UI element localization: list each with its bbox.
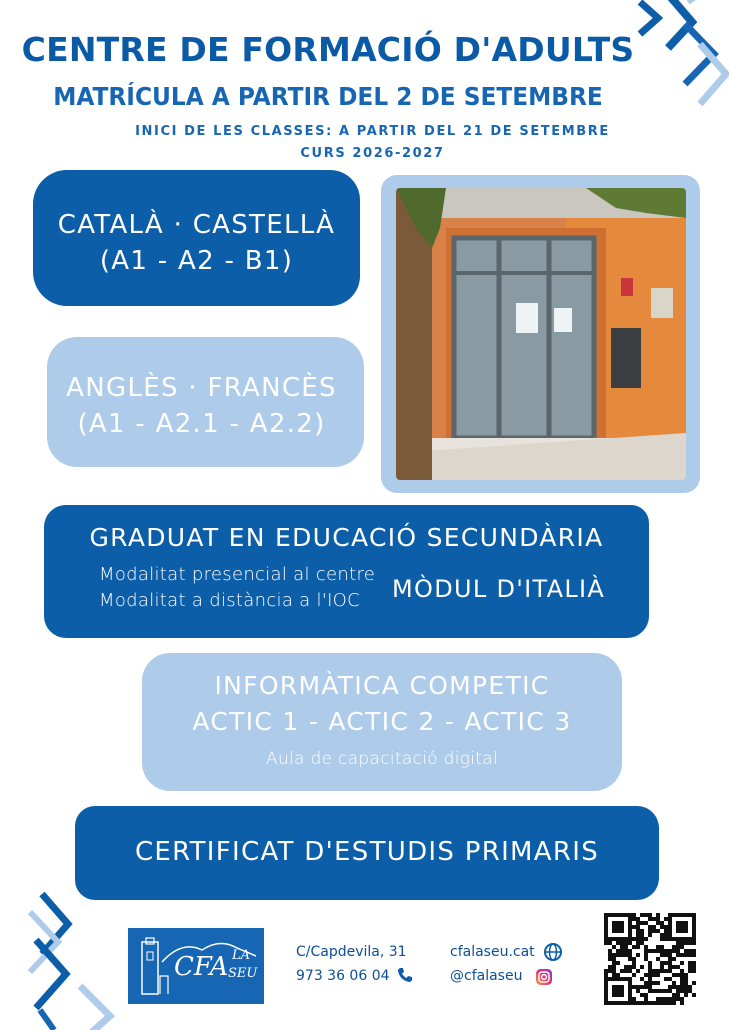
- informatica-box: [142, 653, 622, 791]
- certificat-box: [75, 806, 659, 900]
- actic-levels: ACTIC 1 - ACTIC 2 - ACTIC 3: [192, 707, 572, 736]
- cfa-logo: [128, 928, 264, 1004]
- graduat-mode-presencial: Modalitat presencial al centre: [99, 564, 376, 585]
- informatica-title: INFORMÀTICA COMPETIC: [214, 671, 550, 700]
- instagram-icon: [535, 968, 553, 986]
- course-year: CURS 2026-2027: [300, 146, 445, 161]
- certificat-title: CERTIFICAT D'ESTUDIS PRIMARIS: [134, 837, 600, 867]
- website-link[interactable]: cfalaseu.cat: [450, 944, 535, 960]
- building-photo-frame: [381, 175, 700, 493]
- english-french-levels: (A1 - A2.1 - A2.2): [77, 409, 326, 439]
- graduat-mode-distancia: Modalitat a distància a l'IOC: [99, 590, 361, 611]
- address: C/Capdevila, 31: [296, 944, 407, 960]
- graduat-title: GRADUAT EN EDUCACIÓ SECUNDÀRIA: [89, 523, 604, 552]
- catalan-castilian-label: CATALÀ · CASTELLÀ: [57, 210, 336, 240]
- english-french-box: [47, 337, 364, 467]
- enrollment-date: MATRÍCULA A PARTIR DEL 2 DE SETEMBRE: [53, 82, 603, 111]
- logo-la-text: LA: [232, 948, 251, 963]
- chevron-decoration-bottom: [0, 890, 115, 1030]
- building-entrance-photo: [396, 188, 686, 480]
- catalan-castilian-box: [33, 170, 360, 306]
- phone-icon: [397, 967, 413, 983]
- instagram-handle[interactable]: @cfalaseu: [450, 968, 523, 984]
- logo-seu-text: SEU: [228, 966, 258, 981]
- qr-code[interactable]: [604, 913, 696, 1005]
- catalan-castilian-levels: (A1 - A2 - B1): [99, 246, 294, 276]
- page-title: CENTRE DE FORMACIÓ D'ADULTS: [21, 30, 635, 69]
- english-french-label: ANGLÈS · FRANCÈS: [66, 373, 337, 403]
- italian-module: MÒDUL D'ITALIÀ: [392, 575, 606, 603]
- digital-training-note: Aula de capacitació digital: [266, 749, 498, 769]
- phone-number[interactable]: 973 36 06 04: [296, 968, 390, 984]
- globe-icon: [543, 942, 563, 962]
- graduat-box: [44, 505, 649, 638]
- logo-cfa-text: CFA: [174, 952, 229, 982]
- classes-start: INICI DE LES CLASSES: A PARTIR DEL 21 DE SETEMBRE: [135, 124, 610, 139]
